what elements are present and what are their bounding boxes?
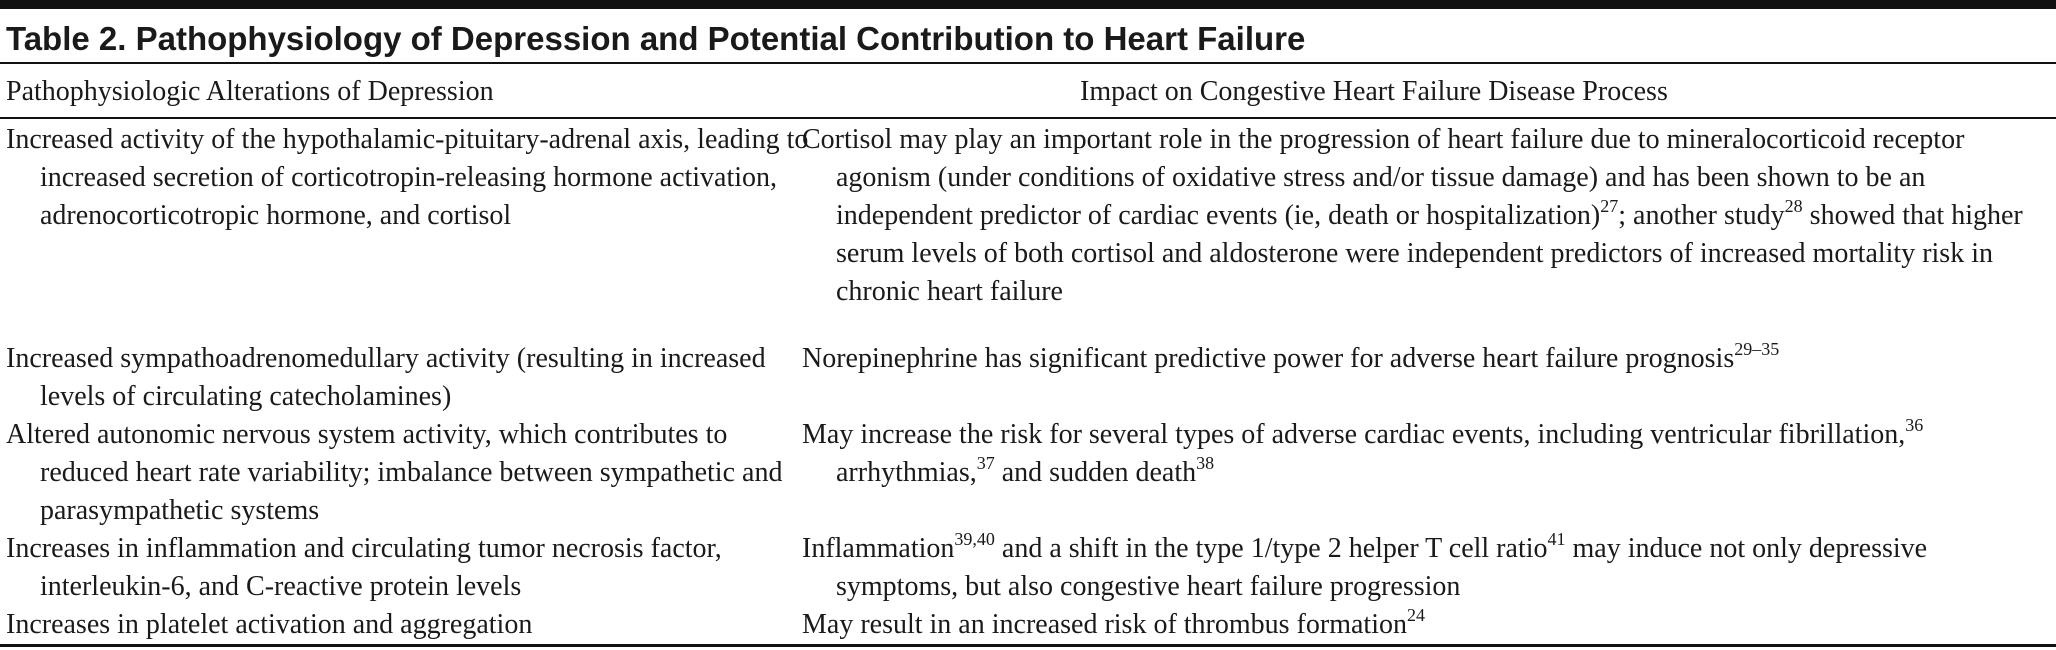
- reference-superscript: 36: [1905, 414, 1924, 435]
- row-impact-cell: [802, 416, 2051, 492]
- header-rule: [0, 117, 2056, 119]
- row-impact-cell: [802, 340, 2051, 378]
- impact-text: Inflammation: [802, 533, 955, 564]
- reference-superscript: 39,40: [954, 528, 995, 549]
- top-rule: [0, 0, 2056, 9]
- reference-superscript: 38: [1196, 452, 1215, 473]
- impact-text: showed that higher serum levels of both cortisol and aldosterone were independent predictors of increased mortality risk in chronic heart failure: [836, 200, 2023, 307]
- row-alteration-cell: Increases in inflammation and circulating tumor necrosis factor, interleukin-6, and C-reactive protein levels: [6, 533, 722, 602]
- impact-text: Norepinephrine has significant predictive power for adverse heart failure prognosis: [802, 343, 1735, 374]
- reference-superscript: 27: [1600, 195, 1619, 216]
- row-impact-cell: [802, 530, 2051, 606]
- row-alteration-cell: Increased activity of the hypothalamic-pituitary-adrenal axis, leading to increased secretion of corticotropin-releasing hormone activation, adrenocorticotropic hormone, and cortisol: [6, 124, 809, 231]
- title-rule: [0, 62, 2056, 64]
- table-title: Table 2. Pathophysiology of Depression and Potential Contribution to Heart Failure: [6, 20, 1306, 57]
- reference-superscript: 28: [1784, 195, 1803, 216]
- bottom-rule: [0, 644, 2056, 647]
- impact-text: Cortisol may play an important role in the progression of heart failure due to mineralocorticoid receptor agonism (under conditions of oxidative stress and/or tissue damage) and has been shown to be an independent predictor of cardiac events (ie, death or hospitalization): [802, 124, 1965, 231]
- row-alteration-cell: Altered autonomic nervous system activity, which contributes to reduced heart rate variability; imbalance between sympathetic and parasympathetic systems: [6, 419, 783, 526]
- impact-text: arrhythmias,: [836, 457, 977, 488]
- reference-superscript: 24: [1406, 604, 1425, 625]
- row-alteration-cell: Increases in platelet activation and aggregation: [6, 609, 533, 640]
- impact-text: May result in an increased risk of thrombus formation: [802, 609, 1407, 640]
- impact-text: May increase the risk for several types of adverse cardiac events, including ventricular fibrillation,: [802, 419, 1906, 450]
- impact-text: may induce not only depressive symptoms, but also congestive heart failure progression: [836, 533, 1928, 602]
- column-header-impact: Impact on Congestive Heart Failure Disease Process: [1080, 76, 1668, 107]
- reference-superscript: 37: [976, 452, 995, 473]
- impact-text: and a shift in the type 1/type 2 helper T cell ratio: [994, 533, 1548, 564]
- column-header-pathophysiology: Pathophysiologic Alterations of Depression: [6, 76, 494, 107]
- impact-text: and sudden death: [994, 457, 1197, 488]
- reference-superscript: 41: [1547, 528, 1566, 549]
- reference-superscript: 29–35: [1734, 338, 1780, 359]
- row-impact-cell: [802, 606, 2051, 644]
- row-impact-cell: [802, 121, 2051, 311]
- impact-text: ; another study: [1618, 200, 1785, 231]
- row-alteration-cell: Increased sympathoadrenomedullary activity (resulting in increased levels of circulating catecholamines): [6, 343, 766, 412]
